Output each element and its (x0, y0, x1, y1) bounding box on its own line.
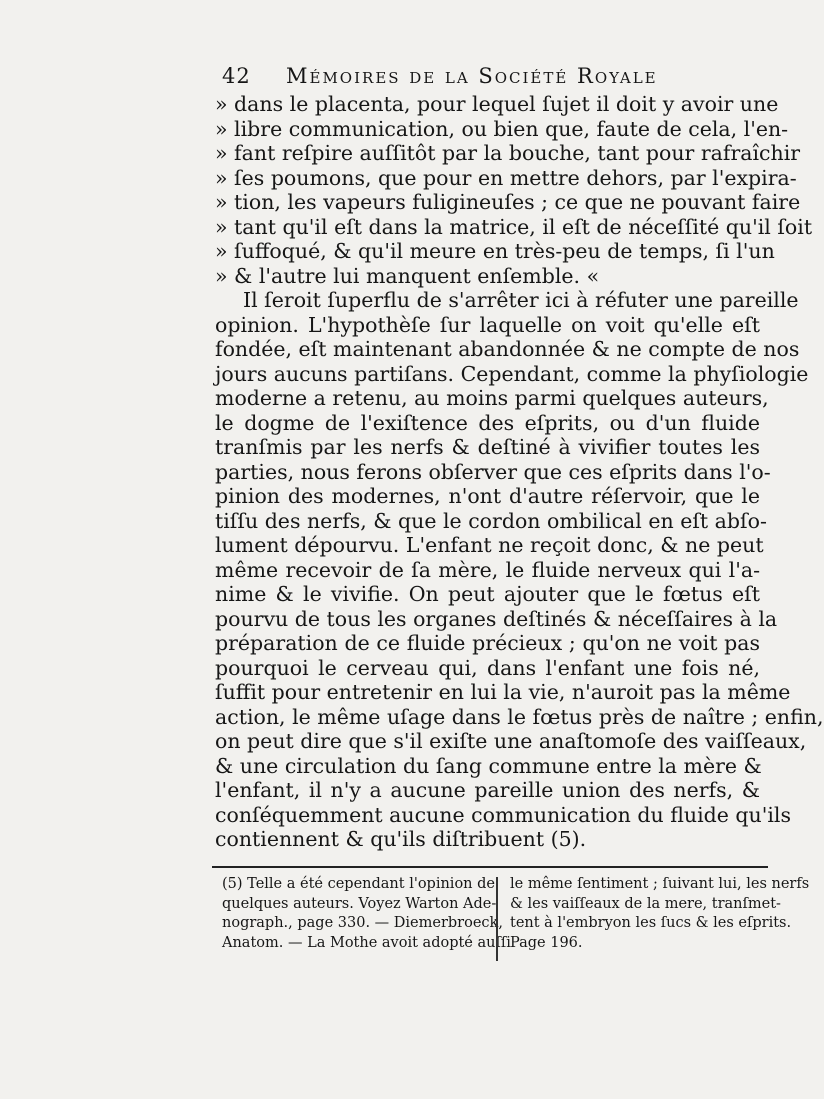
text-line: l'enfant, il n'y a aucune pareille union des nerfs, & (215, 778, 760, 802)
text-line: » tant qu'il eſt dans la matrice, il eſt de néceſſité qu'il ſoit (215, 214, 813, 239)
footnote-column-left (222, 875, 511, 953)
text-line: & une circulation du ſang commune entre la mère & (215, 753, 762, 778)
text-line: on peut dire que s'il exiſte une anaſtomoſe des vaiſſeaux, (215, 729, 807, 753)
main-text (215, 92, 824, 852)
text-line: tiſſu des nerfs, & que le cordon ombilical en eſt abſo- (215, 508, 767, 533)
page-number: 42 (222, 64, 251, 88)
text-line: tranſmis par les nerfs & deſtiné à vivifier toutes les (215, 435, 760, 459)
footnote-line: Anatom. — La Mothe avoit adopté auſſi (222, 934, 511, 951)
text-line: » tion, les vapeurs fuligineuſes ; ce que ne pouvant faire (215, 190, 801, 214)
text-line: » dans le placenta, pour lequel ſujet il doit y avoir une (215, 92, 779, 116)
running-title: Mémoires de la Société Royale (286, 64, 658, 88)
text-line: nime & le vivifie. On peut ajouter que le fœtus eſt (215, 582, 760, 606)
footnote-line: Page 196. (510, 934, 583, 951)
text-line: » fant reſpire auſſitôt par la bouche, tant pour rafraîchir (215, 141, 801, 165)
footnote-line: le même ſentiment ; ſuivant lui, les nerfs (510, 876, 810, 892)
text-line: lument dépourvu. L'enfant ne reçoit donc, & ne peut (215, 533, 764, 557)
text-line: » libre communication, ou bien que, faute de cela, l'en- (215, 116, 789, 141)
text-line: parties, nous ferons obſerver que ces eſprits dans l'o- (215, 459, 771, 484)
footnote-line: (5) Telle a été cependant l'opinion de (222, 876, 495, 892)
text-line: moderne a retenu, au moins parmi quelques auteurs, (215, 386, 769, 410)
footnote (222, 875, 810, 965)
text-line: » ſuffoqué, & qu'il meure en très-peu de temps, ſi l'un (215, 239, 775, 263)
footnote-rule (212, 866, 768, 868)
text-line: pourvu de tous les organes deſtinés & néceſſaires à la (215, 606, 778, 631)
column-divider (496, 877, 498, 961)
text-line: fondée, eſt maintenant abandonnée & ne compte de nos (215, 337, 800, 361)
text-line: jours aucuns partiſans. Cependant, comme la phyſiologie (215, 361, 809, 386)
text-line: pinion des modernes, n'ont d'autre réſervoir, que le (215, 484, 760, 508)
footnote-line: & les vaiſſeaux de la mere, tranſmet- (510, 895, 781, 912)
text-line: Il ſeroit ſuperflu de s'arrêter ici à réfuter une pareille (243, 288, 799, 312)
text-line: pourquoi le cerveau qui, dans l'enfant une fois né, (215, 655, 760, 680)
text-line: contiennent & qu'ils diſtribuent (5). (215, 827, 587, 851)
footnote-line: nograph., page 330. — Diemerbroeck, (222, 915, 503, 931)
text-line: » ſes poumons, que pour en mettre dehors, par l'expira- (215, 165, 797, 190)
text-line: conſéquemment aucune communication du fluide qu'ils (215, 802, 791, 827)
text-line: » & l'autre lui manquent enſemble. « (215, 263, 600, 288)
text-line: préparation de ce fluide précieux ; qu'on ne voit pas (215, 631, 760, 655)
footnote-line: quelques auteurs. Voyez Warton Ade- (222, 895, 497, 912)
footnote-line: tent à l'embryon les ſucs & les eſprits. (510, 915, 792, 931)
text-line: même recevoir de ſa mère, le fluide nerveux qui l'a- (215, 557, 760, 582)
text-line: opinion. L'hypothèſe ſur laquelle on voit qu'elle eſt (215, 312, 760, 337)
text-line: action, le même uſage dans le fœtus près de naître ; enfin, (215, 704, 824, 729)
footnote-column-right (510, 875, 810, 953)
text-line: le dogme de l'exiſtence des eſprits, ou d'un fluide (215, 410, 760, 435)
text-line: ſuffit pour entretenir en lui la vie, n'auroit pas la même (215, 680, 791, 704)
